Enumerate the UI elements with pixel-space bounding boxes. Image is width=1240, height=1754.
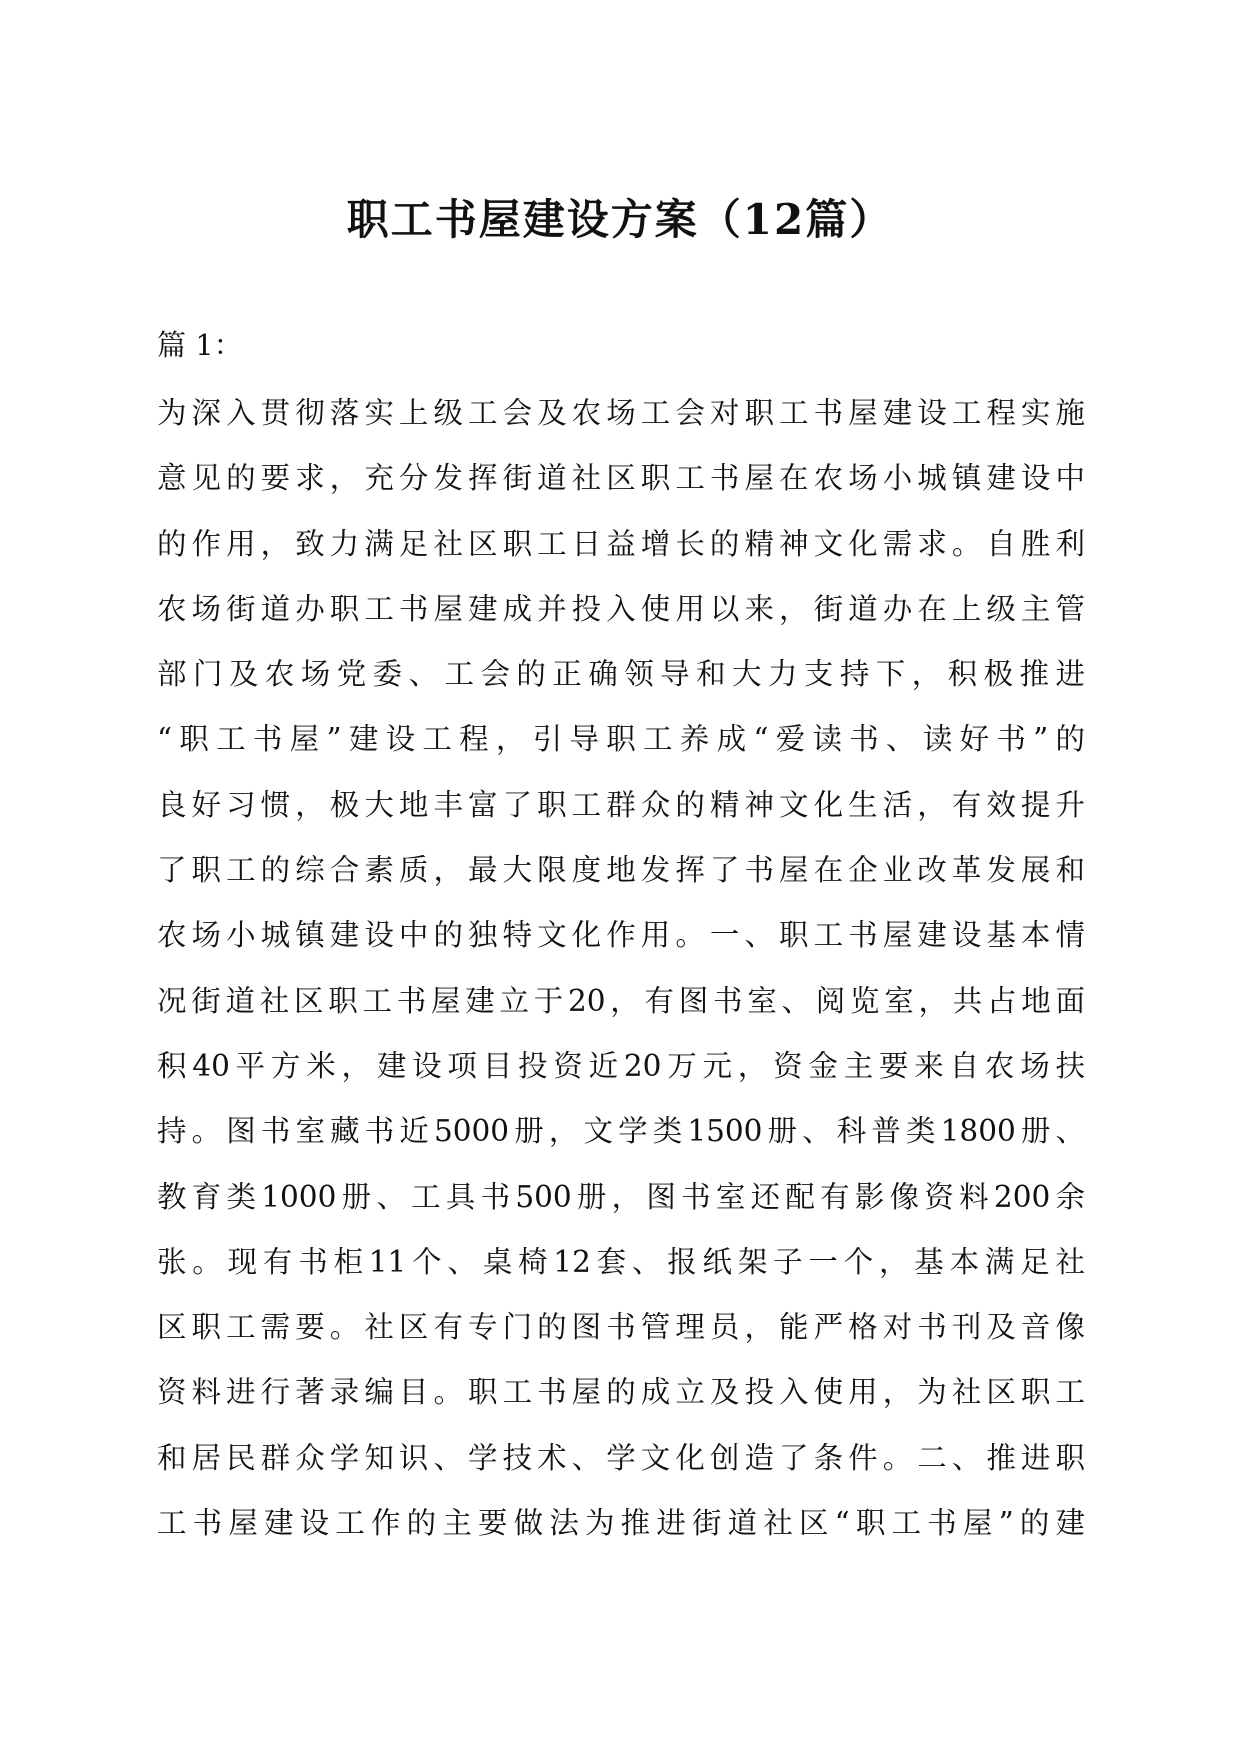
text-line: 了职工的综合素质，最大限度地发挥了书屋在企业改革发展和 bbox=[157, 853, 1085, 888]
text-line: 区职工需要。社区有专门的图书管理员，能严格对书刊及音像 bbox=[157, 1310, 1085, 1345]
text-line: 张。现有书柜11个、桌椅12套、报纸架子一个，基本满足社 bbox=[157, 1244, 1085, 1279]
text-line: “职工书屋”建设工程，引导职工养成“爱读书、读好书”的 bbox=[157, 722, 1085, 757]
text-line: 资料进行著录编目。职工书屋的成立及投入使用，为社区职工 bbox=[157, 1375, 1085, 1410]
text-line: 的作用，致力满足社区职工日益增长的精神文化需求。自胜利 bbox=[157, 526, 1085, 561]
text-line: 工书屋建设工作的主要做法为推进街道社区“职工书屋”的建 bbox=[157, 1506, 1085, 1541]
body-text bbox=[157, 393, 1085, 1568]
text-line: 部门及农场党委、工会的正确领导和大力支持下，积极推进 bbox=[157, 657, 1085, 692]
text-line: 和居民群众学知识、学技术、学文化创造了条件。二、推进职 bbox=[157, 1440, 1085, 1475]
text-line: 良好习惯，极大地丰富了职工群众的精神文化生活，有效提升 bbox=[157, 787, 1085, 822]
section-label: 篇 1： bbox=[157, 328, 243, 362]
text-line: 农场街道办职工书屋建成并投入使用以来，街道办在上级主管 bbox=[157, 591, 1085, 626]
text-line: 况街道社区职工书屋建立于20，有图书室、阅览室，共占地面 bbox=[157, 983, 1085, 1018]
text-line: 持。图书室藏书近5000册，文学类1500册、科普类1800册、 bbox=[157, 1114, 1085, 1149]
text-line: 积40平方米，建设项目投资近20万元，资金主要来自农场扶 bbox=[157, 1048, 1085, 1083]
text-line: 农场小城镇建设中的独特文化作用。一、职工书屋建设基本情 bbox=[157, 918, 1085, 953]
document-title: 职工书屋建设方案（12篇） bbox=[346, 195, 894, 244]
text-line: 意见的要求，充分发挥街道社区职工书屋在农场小城镇建设中 bbox=[157, 461, 1085, 496]
text-line: 教育类1000册、工具书500册，图书室还配有影像资料200余 bbox=[157, 1179, 1085, 1214]
text-line: 为深入贯彻落实上级工会及农场工会对职工书屋建设工程实施 bbox=[157, 396, 1085, 430]
